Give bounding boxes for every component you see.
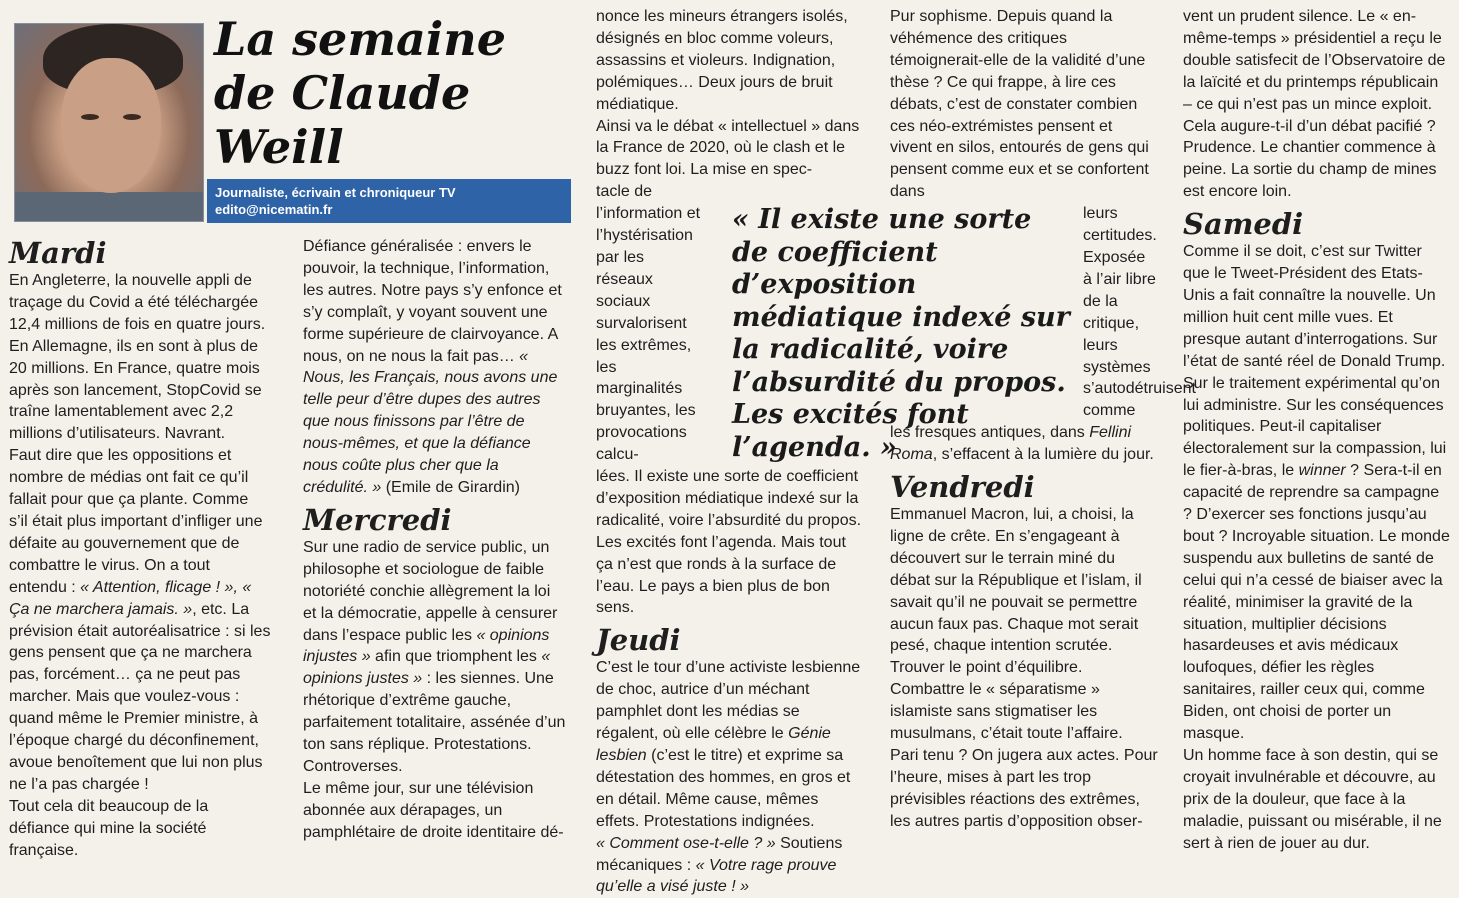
paragraph: C’est le tour d’une activiste lesbienne de choc, autrice d’un méchant pamphlet dont les médias se régalent, où elle célèbre le Génie lesbien (c’est le titre) et exprime sa détestation des hommes, en gros et en détail. Même cause, mêmes effets. Protestations indignées. [596,659,861,830]
column-title [214,12,574,174]
day-heading-jeudi: Jeudi [596,623,681,658]
paragraph: Comme il se doit, c’est sur Twitter que le Tweet-Président des Etats-Unis a fait connaître la nouvelle. Un million huit cent mille vues. Et presque autant d’interrogations. Sur l’état de santé réel de Donald Trump. Sur le traitement expérimental qu’on lui administre. Sur les conséquences politiques. Peut-il capitaliser électoralement sur la compassion, lui le fier-à-bras, le winner ? Sera-t-il en capacité de reprendre sa campagne ? D’exercer ses fonctions jusqu’au bout ? Incroyable situation. Le monde suspendu aux bulletins de santé de celui qui n’a cessé de biaiser avec la réalité, minimiser la gravité de la situation, multiplier décisions hasardeuses et avis médicaux loufoques, défier les règles sanitaires, railler ceux qui, comme Biden, ont choisi de porter un masque. [1183,243,1450,743]
paragraph: « Comment ose-t-elle ? » Soutiens mécaniques : « Votre rage prouve qu’elle a visé juste ! » [596,834,843,896]
author-email: edito@nicematin.fr [215,202,333,217]
paragraph-narrow: tacle de l’information et l’hystérisation par les réseaux sociaux survalorisent les extrêmes, les marginalités bruyantes, les provocations calcu- [596,183,701,464]
day-heading-vendredi: Vendredi [890,470,1035,505]
title-line-2: de Claude Weill [214,66,471,174]
paragraph: Pur sophisme. Depuis quand la véhémence des critiques témoignerait-elle de la validité d’une thèse ? Ce qui frappe, à lire ces débats, c’est de constater combien ces néo-extrémistes pensent et vivent en silos, entourés de gens qui pensent comme eux et se confortent dans [890,8,1149,201]
paragraph: Un homme face à son destin, qui se croyait invulnérable et découvre, au prix de la douleur, que face à la maladie, puissant ou misérable, il ne sert à rien de jouer au dur. [1183,747,1442,852]
author-role: Journaliste, écrivain et chroniqueur TV [215,185,456,200]
paragraph: Défiance généralisée : envers le pouvoir, la technique, l’information, les autres. Notre pays s’y enfonce et s’y complaît, y voyant souvent une forme supérieure de clairvoyance. A nous, on ne nous la fait pas… « Nous, les Français, nous avons une telle peur d’être dupes des autres que nous finissons par l’être de nous-mêmes, et que la défiance nous coûte plus cher que la crédulité. » (Emile de Girardin) [303,238,562,496]
author-portrait [14,23,204,222]
paragraph: Le même jour, sur une télévision abonnée aux dérapages, un pamphlétaire de droite identitaire dé- [303,779,564,841]
day-heading-mercredi: Mercredi [303,502,452,537]
column-5 [1183,6,1451,855]
pull-quote: « Il existe une sorte de coefficient d’exposition médiatique indexé sur la radicalité, voire l’absurdité du propos. Les excités font l’agenda. » [732,204,1070,463]
paragraph: lées. Il existe une sorte de coefficient d’exposition médiatique indexé sur la radicalité, voire l’absurdité du propos. Les excités font l’agenda. Mais tout ça n’est que ronds à la surface de l’eau. Le pays a bien plus de bon sens. [596,468,862,617]
column-1 [9,236,271,861]
author-byline [207,179,571,223]
paragraph-narrow: leurs certitudes. Exposée à l’air libre de la critique, leurs systèmes s’autodétruisent comme [1083,205,1196,420]
title-line-1: La semaine [214,12,506,66]
column-2 [303,236,568,844]
paragraph: En Angleterre, la nouvelle appli de traçage du Covid a été téléchargée 12,4 millions de fois en quatre jours. En Allemagne, ils en sont à plus de 20 millions. En France, quatre mois après son lancement, StopCovid se traîne lamentablement avec 2,2 millions d’utilisateurs. Navrant. [9,272,266,443]
paragraph: les fresques antiques, dans Fellini Roma, s’effacent à la lumière du jour. [890,424,1154,464]
paragraph: Ainsi va le débat « intellectuel » dans la France de 2020, où le clash et le buzz font loi. La mise en spec- [596,117,860,179]
paragraph: Sur une radio de service public, un philosophe et sociologue de faible notoriété conchie allègrement la loi et la démocratie, appelle à censurer dans l’espace public les « opinions injustes » afin que triomphent les « opinions justes » : les siennes. Une rhétorique d’extrême gauche, parfaitement totalitaire, assénée d’un ton sans réplique. Protestations. Controverses. [303,538,566,775]
paragraph: vent un prudent silence. Le « en-même-temps » présidentiel a reçu le double satisfecit de l’Observatoire de la laïcité et du printemps républicain – ce qui n’est pas un mince exploit. Cela augure-t-il d’un débat pacifié ? Prudence. Le chantier commence à peine. La sortie du champ de mines est encore loin. [1183,8,1446,201]
paragraph: Faut dire que les oppositions et nombre de médias ont fait ce qu’il fallait pour que ça plante. Comme s’il était plus important d’infliger une défaite au gouvernement que de combattre le virus. On a tout entendu : « Attention, flicage ! », « Ça ne marchera jamais. », etc. La prévision était autoréalisatrice : si les gens pensent que ça ne marchera pas, forcément… ça ne peut pas marcher. Mais que voulez-vous : quand même le Premier ministre, à l’époque chargé du déconfinement, avoue benoîtement que lui non plus ne l’a pas chargée ! [9,447,271,793]
paragraph: nonce les mineurs étrangers isolés, désignés en bloc comme voleurs, assassins et violeurs. Indignation, polémiques… Deux jours de bruit médiatique. [596,8,848,113]
paragraph: Emmanuel Macron, lui, a choisi, la ligne de crête. En s’engageant à découvert sur le terrain miné du débat sur la République et l’islam, il savait qu’il ne pouvait se permettre aucun faux pas. Chaque mot serait pesé, chaque intention scrutée. Trouver le point d’équilibre. Combattre le « séparatisme » islamiste sans stigmatiser les musulmans, c’était toute l’affaire. [890,506,1142,743]
day-heading-mardi: Mardi [9,236,107,270]
day-heading-samedi: Samedi [1183,207,1304,242]
paragraph: Pari tenu ? On jugera aux actes. Pour l’heure, mises à part les trop prévisibles réactions des extrêmes, les autres partis d’opposition obser- [890,747,1158,830]
paragraph: Tout cela dit beaucoup de la défiance qui mine la société française. [9,797,209,859]
